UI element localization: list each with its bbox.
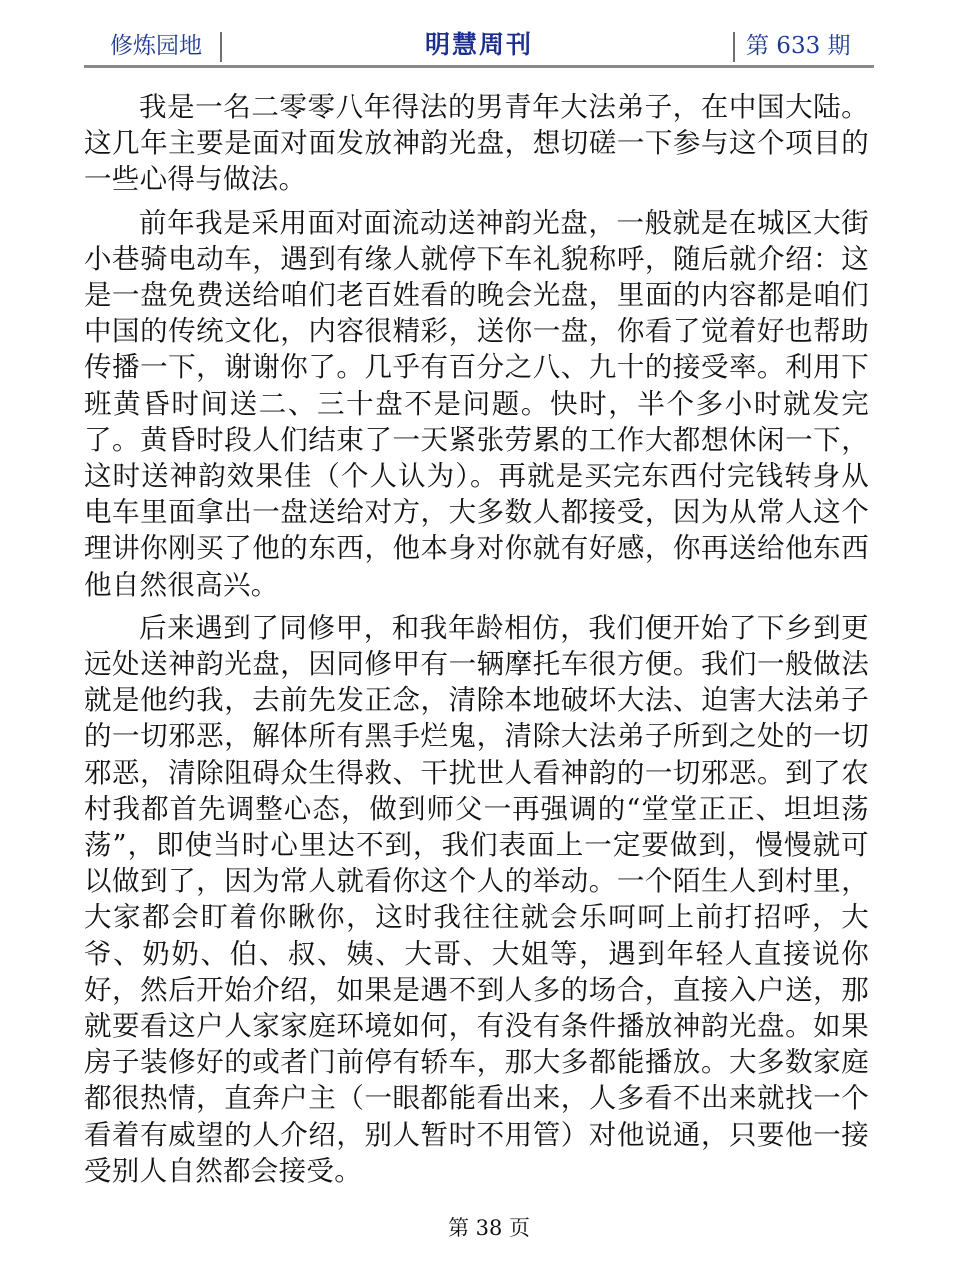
publication-title: 明慧周刊 (424, 30, 533, 59)
section-label: 修炼园地 (110, 32, 202, 59)
paragraph-1: 我是一名二零零八年得法的男青年大法弟子，在中国大陆。这几年主要是面对面发放神韵光盘，想切磋一下参与这个项目的一些心得与做法。 (84, 91, 869, 196)
paragraph-3: 后来遇到了同修甲，和我年龄相仿，我们便开始了下乡到更远处送神韵光盘，因同修甲有一辆摩托车很方便。我们一般做法就是他约我，去前先发正念，清除本地破坏大法、迫害大法弟子的一切邪恶，解体所有黑手烂鬼，清除大法弟子所到之处的一切邪恶，清除阻碍众生得救、干扰世人看神韵的一切邪恶。到了农村我都首先调整心态，做到师父一再强调的“堂堂正正、坦坦荡荡”，即使当时心里达不到，我们表面上一定要做到，慢慢就可以做到了，因为常人就看你这个人的举动。一个陌生人到村里，大家都会盯着你瞅你，这时我往往就会乐呵呵上前打招呼，大爷、奶奶、伯、叔、姨、大哥、大姐等，遇到年轻人直接说你好，然后开始介绍，如果是遇不到人多的场合，直接入户送，那就要看这户人家家庭环境如何，有没有条件播放神韵光盘。如果房子装修好的或者门前停有轿车，那大多都能播放。大多数家庭都很热情，直奔户主（一眼都能看出来，人多看不出来就找一个看着有威望的人介绍，别人暂时不用管）对他说通，只要他一接受别人自然都会接受。 (84, 611, 869, 1187)
paragraph-2: 前年我是采用面对面流动送神韵光盘，一般就是在城区大街小巷骑电动车，遇到有缘人就停下车礼貌称呼，随后就介绍：这是一盘免费送给咱们老百姓看的晚会光盘，里面的内容都是咱们中国的传统文化，内容很精彩，送你一盘，你看了觉着好也帮助传播一下，谢谢你了。几乎有百分之八、九十的接受率。利用下班黄昏时间送二、三十盘不是问题。快时，半个多小时就发完了。黄昏时段人们结束了一天紧张劳累的工作大都想休闲一下，这时送神韵效果佳（个人认为）。再就是买完东西付完钱转身从电车里面拿出一盘送给对方，大多数人都接受，因为从常人这个理讲你刚买了他的东西，他本身对你就有好感，你再送给他东西他自然很高兴。 (84, 206, 869, 601)
header-rule (84, 65, 874, 68)
header-divider-right (733, 32, 735, 62)
issue-label: 第 633 期 (746, 32, 851, 59)
page-number: 第 38 页 (447, 1216, 531, 1240)
page-header (84, 18, 874, 68)
header-divider-left (220, 32, 222, 62)
article-body (84, 89, 869, 1196)
